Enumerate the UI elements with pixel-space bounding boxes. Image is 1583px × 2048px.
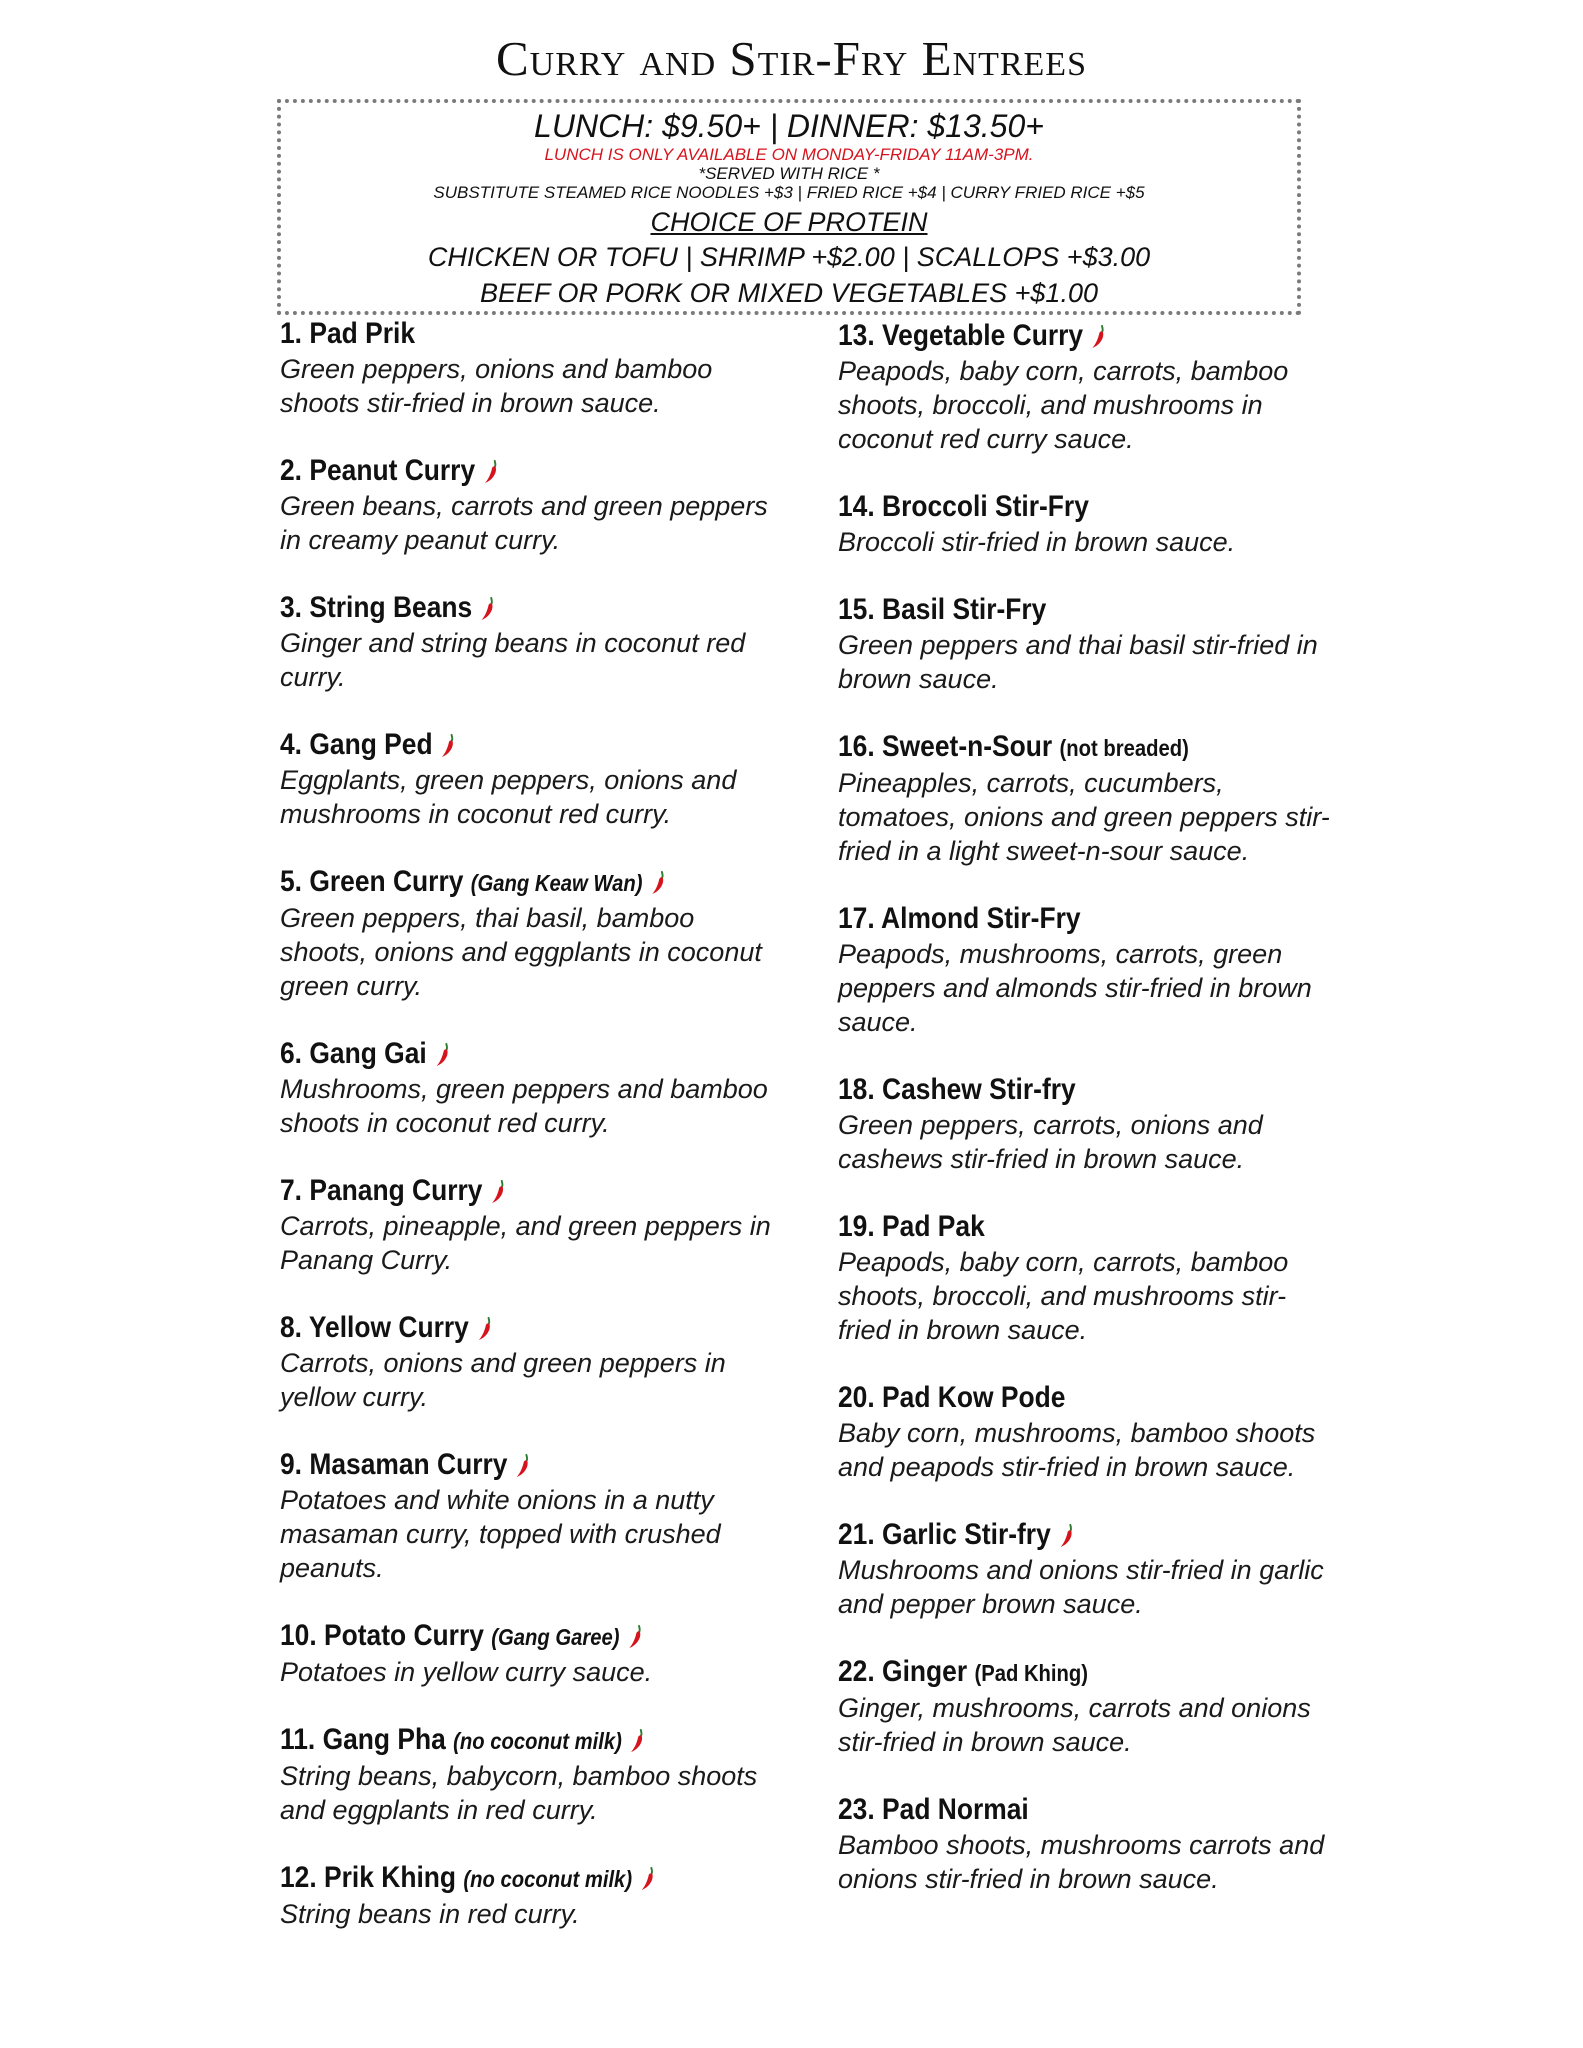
menu-item-description: Green peppers, thai basil, bamboo shoots, onions and eggplants in coconut green curry. [280,903,762,1001]
menu-item [280,864,780,1003]
meal-prices: LUNCH: $9.50+ | DINNER: $13.50+ [534,108,1044,144]
menu-item-title [838,901,1278,937]
lunch-availability-note: LUNCH IS ONLY AVAILABLE ON MONDAY-FRIDAY 11AM-3PM. [544,145,1034,164]
menu-item-title [280,1036,720,1072]
menu-item [280,316,780,420]
served-with-rice-note: *SERVED WITH RICE * [698,164,880,183]
menu-item-name: 21. Garlic Stir-fry [838,1518,1051,1551]
protein-options-line-2: BEEF OR PORK OR MIXED VEGETABLES +$1.00 [480,278,1098,308]
menu-item-title [280,1447,720,1483]
menu-item [838,1072,1338,1176]
menu-item-name: 8. Yellow Curry [280,1311,469,1344]
menu-item-title [838,1072,1278,1108]
menu-item-name: 18. Cashew Stir-fry [838,1073,1076,1106]
chili-pepper-icon [476,1316,494,1342]
menu-item-name: 1. Pad Prik [280,317,416,350]
page-title: Curry and Stir-Fry Entrees [495,31,1087,86]
menu-item-description: Ginger and string beans in coconut red curry. [280,628,746,692]
menu-item-title [280,1860,720,1897]
menu-item-description: Pineapples, carrots, cucumbers, tomatoes, onions and green peppers stir-fried in a light sweet-n-sour sauce. [838,768,1330,866]
menu-item-name: 7. Panang Curry [280,1174,483,1207]
menu-item-title [280,590,720,626]
menu-item [280,1618,780,1689]
menu-item-note: (no coconut milk) [463,1866,633,1892]
chili-pepper-icon [479,596,497,622]
protein-heading: CHOICE OF PROTEIN [650,207,928,237]
menu-item-title [838,592,1278,628]
menu-item-name: 3. String Beans [280,591,473,624]
menu-item-name: 17. Almond Stir-Fry [838,902,1081,935]
menu-item-description: Broccoli stir-fried in brown sauce. [838,527,1236,557]
pricing-info-box [277,99,1301,315]
menu-column-left [280,316,780,1964]
menu-item-description: Green beans, carrots and green peppers in creamy peanut curry. [280,491,768,555]
menu-item [838,901,1338,1039]
chili-pepper-icon [627,1624,645,1650]
menu-item-description: Bamboo shoots, mushrooms carrots and onions stir-fried in brown sauce. [838,1830,1325,1894]
menu-item-description: String beans in red curry. [280,1899,580,1929]
menu-item-title [838,1380,1278,1416]
menu-item-name: 10. Potato Curry [280,1619,484,1652]
menu-item-note: (Gang Keaw Wan) [470,870,643,896]
menu-item-name: 5. Green Curry [280,865,464,898]
menu-item-name: 19. Pad Pak [838,1210,985,1243]
chili-pepper-icon [514,1453,532,1479]
menu-item-description: Potatoes and white onions in a nutty masaman curry, topped with crushed peanuts. [280,1485,721,1583]
menu-item-description: Carrots, pineapple, and green peppers in Panang Curry. [280,1211,771,1275]
menu-item-title [838,729,1278,766]
menu-item-name: 22. Ginger [838,1655,968,1688]
chili-pepper-icon [434,1042,452,1068]
menu-item [280,1447,780,1585]
menu-item [280,590,780,694]
menu-item-name: 20. Pad Kow Pode [838,1381,1066,1414]
menu-item-description: Peapods, baby corn, carrots, bamboo shoots, broccoli, and mushrooms in coconut red curry sauce. [838,356,1289,454]
menu-item-description: Green peppers and thai basil stir-fried in brown sauce. [838,630,1318,694]
menu-item-title [838,489,1278,525]
menu-item-title [280,453,720,489]
menu-item-title [838,1654,1278,1691]
menu-item [280,1036,780,1140]
menu-item-title [838,318,1278,354]
menu-item [838,318,1338,456]
menu-item-title [280,864,720,901]
menu-item-name: 4. Gang Ped [280,728,433,761]
menu-item-description: Peapods, baby corn, carrots, bamboo shoots, broccoli, and mushrooms stir-fried in brown sauce. [838,1247,1289,1345]
menu-item-note: (Pad Khing) [974,1660,1089,1686]
chili-pepper-icon [490,1179,508,1205]
menu-item [838,1209,1338,1347]
menu-item-title [280,1173,720,1209]
chili-pepper-icon [629,1728,647,1754]
menu-item-description: Mushrooms and onions stir-fried in garlic and pepper brown sauce. [838,1555,1324,1619]
menu-item-description: Ginger, mushrooms, carrots and onions stir-fried in brown sauce. [838,1693,1311,1757]
menu-item-name: 14. Broccoli Stir-Fry [838,490,1089,523]
menu-item [280,727,780,831]
menu-item-description: Eggplants, green peppers, onions and mushrooms in coconut red curry. [280,765,737,829]
menu-item-name: 9. Masaman Curry [280,1448,508,1481]
menu-column-right [838,318,1338,1929]
chili-pepper-icon [440,733,458,759]
menu-item [280,1310,780,1414]
menu-item [838,1654,1338,1759]
menu-item [838,1792,1338,1896]
menu-item-description: String beans, babycorn, bamboo shoots and eggplants in red curry. [280,1761,758,1825]
menu-item-title [280,1310,720,1346]
menu-item-note: (Gang Garee) [491,1624,620,1650]
menu-item [280,1173,780,1277]
protein-options-line-1: CHICKEN OR TOFU | SHRIMP +$2.00 | SCALLOPS +$3.00 [427,242,1151,272]
menu-item [280,1860,780,1931]
menu-item [838,489,1338,559]
menu-item-name: 15. Basil Stir-Fry [838,593,1047,626]
menu-item-note: (no coconut milk) [453,1728,622,1754]
menu-item [838,592,1338,696]
menu-item-description: Baby corn, mushrooms, bamboo shoots and peapods stir-fried in brown sauce. [838,1418,1316,1482]
menu-item-name: 13. Vegetable Curry [838,319,1084,352]
menu-item-title [838,1517,1278,1553]
menu-item-name: 2. Peanut Curry [280,454,476,487]
menu-item [280,1722,780,1827]
chili-pepper-icon [639,1866,657,1892]
menu-item [838,1517,1338,1621]
menu-item-title [280,1618,720,1655]
chili-pepper-icon [1090,324,1108,350]
menu-item-name: 12. Prik Khing [280,1861,457,1894]
chili-pepper-icon [649,870,667,896]
menu-item-description: Green peppers, carrots, onions and cashews stir-fried in brown sauce. [838,1110,1263,1174]
menu-item-description: Potatoes in yellow curry sauce. [280,1657,653,1687]
menu-item-description: Peapods, mushrooms, carrots, green peppers and almonds stir-fried in brown sauce. [838,939,1312,1037]
menu-item [838,729,1338,868]
substitution-options: SUBSTITUTE STEAMED RICE NOODLES +$3 | FRIED RICE +$4 | CURRY FRIED RICE +$5 [433,183,1145,202]
chili-pepper-icon [482,459,500,485]
menu-item [280,453,780,557]
menu-item-name: 6. Gang Gai [280,1037,427,1070]
menu-item-title [280,316,720,352]
chili-pepper-icon [1058,1523,1076,1549]
menu-item [838,1380,1338,1484]
menu-item-description: Carrots, onions and green peppers in yellow curry. [280,1348,726,1412]
menu-item-name: 16. Sweet-n-Sour [838,730,1053,763]
menu-item-description: Green peppers, onions and bamboo shoots stir-fried in brown sauce. [280,354,713,418]
menu-item-title [838,1792,1278,1828]
menu-item-note: (not breaded) [1059,735,1189,761]
menu-item-name: 23. Pad Normai [838,1793,1029,1826]
menu-item-description: Mushrooms, green peppers and bamboo shoots in coconut red curry. [280,1074,768,1138]
menu-item-title [280,727,720,763]
menu-item-title [280,1722,720,1759]
menu-item-name: 11. Gang Pha [280,1723,446,1756]
menu-item-title [838,1209,1278,1245]
